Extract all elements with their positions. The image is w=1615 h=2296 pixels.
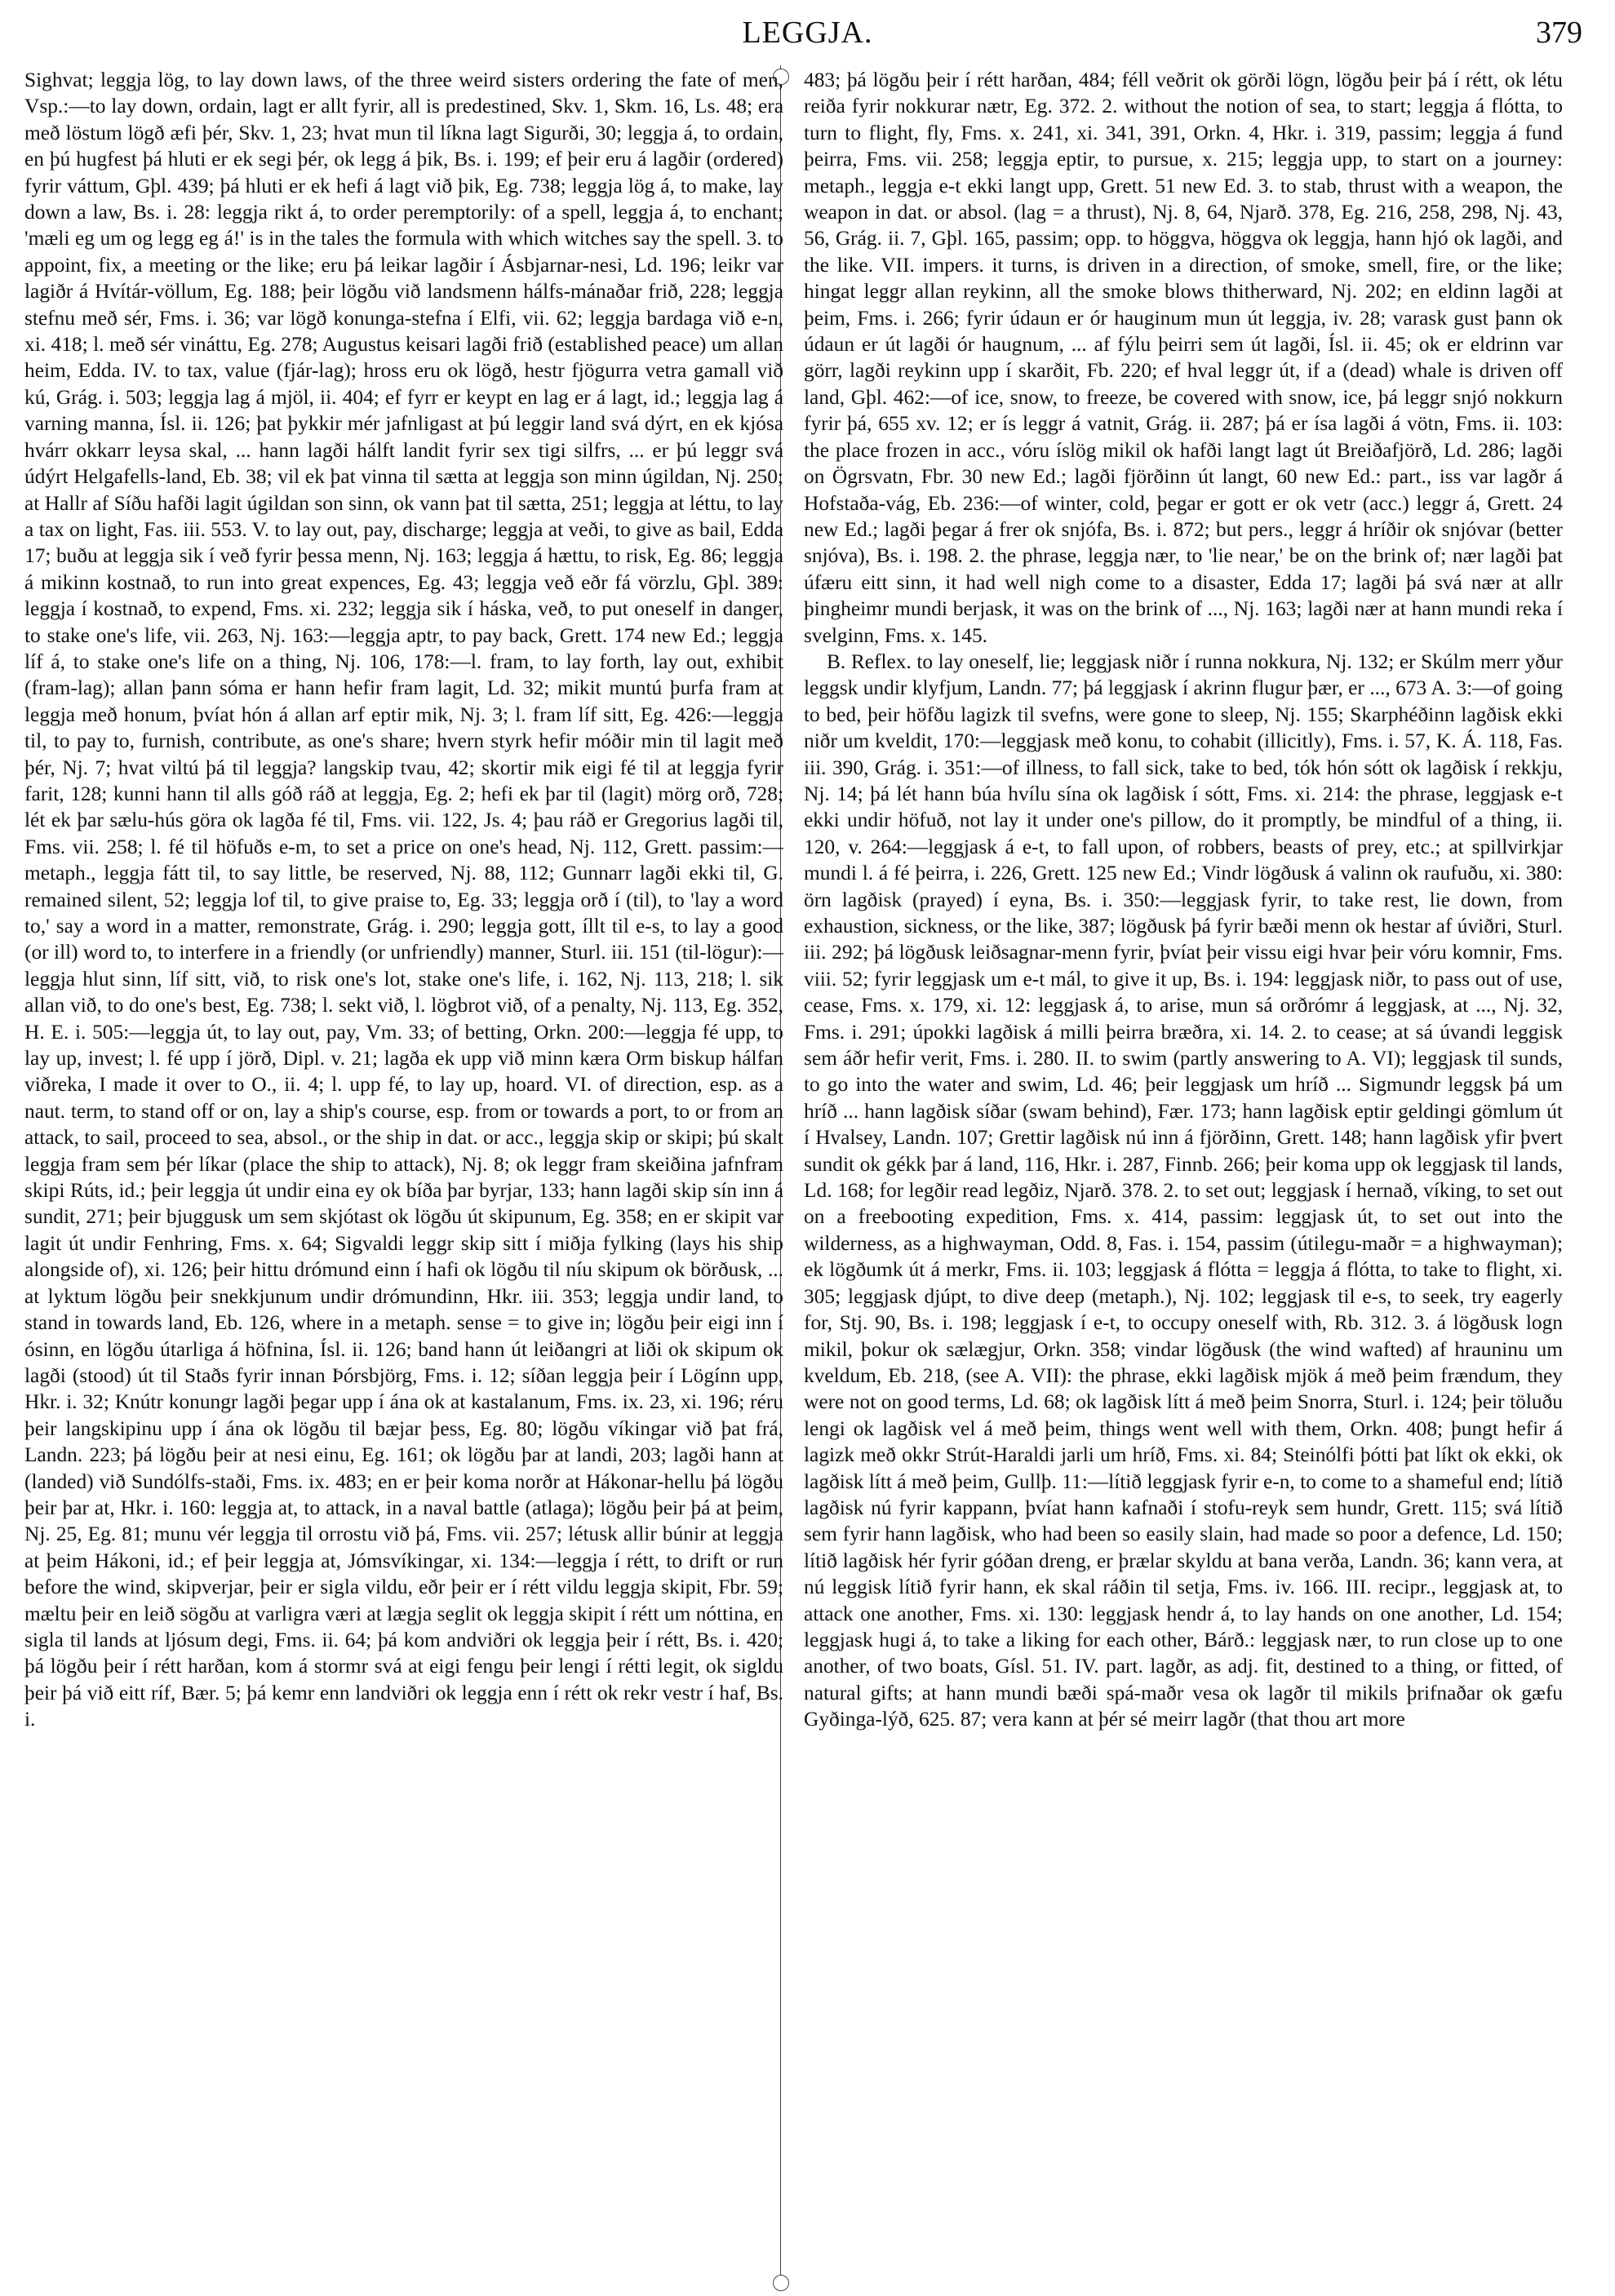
right-column-text-reflexive: B. Reflex. to lay oneself, lie; leggjask niðr í runna nokkura, Nj. 132; er Skúlm merr yður leggsk undir klyfjum, Landn. 77; þá leggjask í akrinn flugur þær, er ..., 673 A. 3:—of going to bed, þeir höfðu lagizk til svefns, were gone to sleep, Nj. 155; Skarphéðinn lagðisk ekki niðr um kveldit, 170:—leggjask með konu, to cohabit (illicitly), Fms. i. 57, K. Á. 118, Fas. iii. 390, Grág. i. 351:—of illness, to fall sick, take to bed, tók hón sótt ok lagðisk í rekkju, Nj. 14; þá lét hann búa hvílu sína ok lagðisk í sótt, Fms. xi. 214: the phrase, leggjask e-t ekki undir höfuð, not lay it under one's pillow, do it promptly, be mindful of a thing, ii. 120, v. 264:—leggjask á e-t, to fall upon, of robbers, beasts of prey, etc.; at spillvirkjar mundi l. á fé þeirra, i. 226, Grett. 125 new Ed.; Vindr lögðusk á valinn ok raufuðu, xi. 380: örn lagðisk (prayed) í eyna, Bs. i. 350:—leggjask fyrir, to take rest, lie down, from exhaustion, sickness, or the like, 387; lögðusk þá fyrir bæði menn ok hestar af úviðri, Sturl. iii. 292; þá lögðusk leiðsagnar-menn fyrir, þvíat þeir vissu eigi hvar þeir vóru komnir, Fms. viii. 52; fyrir leggjask um e-t mál, to give it up, Bs. i. 194: leggjask niðr, to pass out of use, cease, Fms. x. 179, xi. 12: leggjask á, to arise, mun sá orðrómr á leggjask, at ..., Nj. 32, Fms. i. 291; úpokki lagðisk á milli þeirra bræðra, xi. 14. 2. to cease; at sá úvandi leggisk sem áðr hefir verit, Fms. i. 280. II. to swim (partly answering to A. VI); leggjask til sunds, to go into the water and swim, Ld. 46; þeir leggjask um hríð ... Sigmundr leggsk þá um hríð ... hann lagðisk síðar (swam behind), Fær. 173; hann lagðisk eptir geldingi gömlum út í Hvalsey, Landn. 107; Grettir lagðisk nú inn á fjörðinn, Grett. 148; hann lagðisk yfir þvert sundit ok gékk þar á land, 116, Hkr. i. 287, Finnb. 266; þeir koma upp ok leggjask til lands, Ld. 168; for legðir read legðiz, Njarð. 378. 2. to set out; leggjask í hernað, víking, to set out on a freebooting expedition, Fms. x. 414, passim: leggjask út, to set out into the wilderness, as a highwayman, Odd. 8, Fas. i. 154, passim (útilegu-maðr = a highwayman); ek lögðumk út á merkr, Fms. ii. 103; leggjask á flótta = leggja á flótta, to take to flight, xi. 305; leggjask djúpt, to dive deep (metaph.), Nj. 102; leggjask til e-s, to seek, try eagerly for, Stj. 90, Bs. i. 198; leggjask í e-t, to occupy oneself with, Rb. 312. 3. á lögðusk logn mikil, þokur ok sælægjur, Orkn. 358; vindar lögðusk (the wind wafted) af hrauninu um kveldum, Eb. 218, (see A. VII): the phrase, ekki lagðisk mjök á með þeim frændum, they were not on good terms, Ld. 68; ok lagðisk lítt á með þeim Snorra, Sturl. i. 124; þeir töluðu lengi ok lagðisk vel á með þeim, things went well with them, Orkn. 408; þungt hefir á lagizk með okkr Strút-Haraldi jarli um hríð, Fms. xi. 84; Steinólfi þótti þat líkt ok ekki, ok lagðisk lítt á með þeim, Gullþ. 11:—lítið leggjask fyrir e-n, to come to a shameful end; lítið lagðisk nú fyrir kappann, þvíat hann kafnaði í stofu-reyk sem hundr, Grett. 115; svá lítið sem fyrir hann lagðisk, who had been so easily slain, had made so poor a defence, Ld. 150; lítið lagðisk hér fyrir góðan dreng, er þrælar skyldu at bana verða, Landn. 36; kann vera, at nú leggisk lítið fyrir hann, ek skal ráðin til setja, Fms. iv. 166. III. recipr., leggjask at, to attack one another, Fms. xi. 130: leggjask hendr á, to lay hands on one another, Ld. 154; leggjask hugi á, to take a liking for each other, Bárð.: leggjask nær, to run close up to one another, of two boats, Gísl. 51. IV. part. lagðr, as adj. fit, destined to a thing, or fitted, of natural gifts; at hann mundi bæði spá-maðr vesa ok lagðr til mikils þrifnaðar ok gæfu Gyðinga-lýð, 625. 87; vera kann at þér sé meirr lagðr (that thou art more (804, 649, 1563, 1731)
left-column-text: Sighvat; leggja lög, to lay down laws, of the three weird sisters ordering the fate of men, Vsp.:—to lay down, ordain, lagt er allt fyrir, all is predestined, Skv. 1, Skm. 16, Ls. 48; era með löstum lögð æfi þér, Skv. 1, 23; hvat mun til líkna lagt Sigurði, 30; leggja á, to ordain, en þú hugfest þá hluti er ek segi þér, ok legg á þik, Bs. i. 199; ef þeir eru á lagðir (ordered) fyrir váttum, Gþl. 439; þá hluti er ek hefi á lagt við þik, Eg. 738; leggja lög á, to make, lay down a law, Bs. i. 28: leggja rikt á, to order peremptorily: of a spell, leggja á, to enchant; 'mæli eg um og legg eg á!' is in the tales the formula with which witches say the spell. 3. to appoint, fix, a meeting or the like; eru þá leikar lagðir í Ásbjarnar-nesi, Ld. 196; leikr var lagiðr á Hvítár-völlum, Eg. 188; þeir lögðu við landsmenn hálfs-mánaðar frið, 228; leggja stefnu með sér, Fms. i. 36; var lögð konunga-stefna í Elfi, vii. 62; leggja bardaga við e-n, xi. 418; l. með sér vináttu, Eg. 278; Augustus keisari lagði frið (established peace) um allan heim, Edda. IV. to tax, value (fjár-lag); hross eru ok lögð, hestr fjögurra vetra gamall við kú, Grág. i. 503; leggja lag á mjöl, ii. 404; ef fyrr er keypt en lag er á lagt, id.; leggja lag á varning manna, Ísl. ii. 126; þat þykkir mér jafnligast at þú leggir land svá dýrt, en ek kjósa hvárr okkarr leysa skal, ... hann lagði hálft landit fyrir sex tigi silfrs, ... er þú leggr svá údýrt Helgafells-land, Eb. 38; vil ek þat vinna til sætta at leggja son minn úgildan, Nj. 250; at Hallr af Síðu hafði lagit úgildan son sinn, ok vann þat til sætta, 251; leggja at léttu, to lay a tax on light, Fas. iii. 553. V. to lay out, pay, discharge; leggja at veði, to give as bail, Edda 17; buðu at leggja sik í veð fyrir þessa menn, Nj. 163; leggja á hættu, to risk, Eg. 86; leggja á mikinn kostnað, to run into great expences, Eg. 43; leggja veð eðr fá vörzlu, Gþl. 389: leggja í kostnað, to expend, Fms. xi. 232; leggja sik í háska, veð, to put oneself in danger, to stake one's life, vii. 263, Nj. 163:—leggja aptr, to pay back, Grett. 174 new Ed.; leggja líf á, to stake one's life on a thing, Nj. 106, 178:—l. fram, to lay forth, lay out, exhibit (fram-lag); allan þann sóma er hann hefir fram lagit, Ld. 32; mikit muntú þurfa fram at leggja með honum, þvíat hón á allan arf eptir mik, Nj. 3; l. fram líf sitt, Eg. 426:—leggja til, to pay to, furnish, contribute, as one's share; hvern styrk hefir móðir min til lagit með þér, Nj. 7; hvat viltú þá til leggja? langskip tvau, 42; skortir mik eigi fé til at leggja fyrir farit, 128; kunni hann til alls góð ráð at leggja, Eg. 2; hefi ek þar til (lagit) mörg orð, 728; lét ek þar sælu-hús göra ok lagða fé til, Fms. vii. 122, Js. 4; þau ráð er Gregorius lagði til, Fms. vii. 258; l. fé til höfuðs e-m, to set a price on one's head, Nj. 112, Grett. passim:—metaph., leggja fátt til, to say little, be reserved, Nj. 88, 112; Gunnarr lagði ekki til, G. remained silent, 52; leggja lof til, to give praise to, Eg. 33; leggja orð í (til), to 'lay a word to,' say a word in a matter, remonstrate, Grág. i. 290; leggja gott, íllt til e-s, to lay a good (or ill) word to, to interfere in a friendly (or unfriendly) manner, Sturl. iii. 151 (til-lögur):—leggja hlut sinn, líf sitt, við, to risk one's lot, stake one's life, i. 162, Nj. 113, 218; l. sik allan við, to do one's best, Eg. 738; l. sekt við, l. lögbrot við, of a penalty, Nj. 113, Eg. 352, H. E. i. 505:—leggja út, to lay out, pay, Vm. 33; of betting, Orkn. 200:—leggja fé upp, to lay up, invest; l. fé upp í jörð, Dipl. v. 21; lagða ek upp við minn kæra Orm biskup hálfan viðreka, I made it over to O., ii. 4; l. upp fé, to lay up, hoard. VI. of direction, esp. as a naut. term, to stand off or on, lay a ship's course, esp. from or towards a port, to or from an attack, to sail, proceed to sea, absol., or the ship in dat. or acc., leggja skip or skipi; þú skalt leggja fram sem þér líkar (place the ship to attack), Nj. 8; ok leggr fram skeiðina jafnfram skipi Rúts, id.; þeir leggja út undir eina ey ok bíða þar byrjar, 133; hann lagði skip sín inn á sundit, 271; þeir bjuggusk um sem skjótast ok lögðu út skipunum, Eg. 358; en er skipit var lagit út undir Fenhring, Fms. x. 64; Sigvaldi leggr skip sitt í miðja fylking (lays his ship alongside of), xi. 126; þeir hittu drómund einn í hafi ok lögðu til níu skipum ok börðusk, ... at lyktum lögðu þeir snekkjunum undir drómundinn, Hkr. iii. 353; leggja undir land, to stand in towards land, Eb. 126, where in a metaph. sense = to give in; lögðu þeir eigi inn í ósinn, en lögðu útarliga á höfnina, Ísl. ii. 126; band hann út leiðangri at liði ok skipum ok lagði (stood) út til Staðs fyrir innan Þórsbjörg, Fms. i. 12; síðan leggja þeir í Lögínn upp, Hkr. i. 32; Knútr konungr lagði þegar upp í ána ok at kastalanum, Fms. ix. 23, xi. 196; réru þeir langskipinu upp í ána ok lögðu til bæjar þess, Eg. 80; lögðu víkingar við þat frá, Landn. 223; þá lögðu þeir at nesi einu, Eg. 161; ok lögðu þar at landi, 203; lagði hann at (landed) við Sundólfs-staði, Fms. ix. 483; en er þeir koma norðr at Hákonar-hellu þá lögðu þeir þar at, Hkr. i. 160: leggja at, to attack, in a naval battle (atlaga); lögðu þeir þá at þeim, Nj. 25, Eg. 81; munu vér leggja til orrostu við þá, Fms. vii. 257; létusk allir búnir at leggja at þeim Hákoni, id.; ef þeir leggja at, Jómsvíkingar, xi. 134:—leggja í rétt, to drift or run before the wind, skipverjar, þeir er sigla vildu, eðr þeir er í rétt vildu leggja skipit, Fbr. 59; mæltu þeir en leið sögðu at varligra væri at lægja seglit ok leggja skipit í rétt um nóttina, en sigla til lands at ljósum degi, Fms. ii. 64; þá kom andviðri ok leggja þeir í rétt, Bs. i. 420; þá lögðu þeir í rétt harðan, kom á stormr svá at eigi fengu þeir lengi í rétti legit, ok sigldu þeir þá við eitt ríf, Bær. 5; þá kemr enn landviðri ok leggja enn í rétt ok rekr vestr í haf, Bs. i. (24, 69, 783, 1731)
right-column-text-continuation: 483; þá lögðu þeir í rétt harðan, 484; féll veðrit ok görði lögn, lögðu þeir þá í rétt, ok létu reiða fyrir nokkurar nætr, Eg. 372. 2. without the notion of sea, to start; leggja á flótta, to turn to flight, fly, Fms. x. 241, xi. 341, 391, Orkn. 4, Hkr. i. 319, passim; leggja á fund þeirra, Fms. vii. 258; leggja eptir, to pursue, x. 215; leggja upp, to start on a journey: metaph., leggja e-t ekki langt upp, Grett. 51 new Ed. 3. to stab, thrust with a weapon, the weapon in dat. or absol. (lag = a thrust), Nj. 8, 64, Njarð. 378, Eg. 216, 258, 298, Nj. 43, 56, Grág. ii. 7, Gþl. 165, passim; opp. to höggva, höggva ok leggja, hann hjó ok lagði, and the like. VII. impers. it turns, is driven in a direction, of smoke, smell, fire, or the like; hingat leggr allan reykinn, all the smoke blows thitherward, Nj. 202; en eldinn lagði at þeim, Fms. i. 266; fyrir údaun er ór hauginum mun út leggja, iv. 28; varask gust þann ok údaun er út lagði ór haugnum, ... af fýlu þeirri sem út lagði, Ísl. ii. 45; ok er eldrinn var görr, lagði reykinn upp í skarðit, Fb. 220; ef hval leggr út, if a (dead) whale is driven off land, Gþl. 462:—of ice, snow, to freeze, be covered with snow, ice, þá leggr snjó nokkurn fyrir þá, 655 xv. 12; er ís leggr á vatnit, Grág. ii. 287; þá er ísa lagði á vötn, Fms. ii. 103: the place frozen in acc., vóru íslög mikil ok hafði langt lagt út Breiðafjörð, Ld. 286; lagði on Ögrsvatn, Fbr. 30 new Ed.; lagði fjörðinn út langt, 60 new Ed.: part., iss var lagðr á Hofstaða-vág, Eb. 236:—of winter, cold, þegar er gott er ok vetr (acc.) leggr á, Grett. 24 new Ed.; lagði þegar á frer ok snjófa, Bs. i. 872; but pers., leggr á hríðir ok snjóvar (better snjóva), Bs. i. 198. 2. the phrase, leggja nær, to 'lie near,' be on the brink of; nær lagði þat úfæru eitt sinn, it had well nigh come to a disaster, Edda 17; lagði þá svá nær at allr þingheimr mundi berjask, it was on the brink of ..., Nj. 163; lagði nær at hann mundi reka í svelginn, Fms. x. 145. (804, 69, 1563, 647)
running-head (0, 15, 1615, 55)
page-number: 379 (1536, 16, 1582, 50)
right-column (804, 67, 1563, 2286)
left-column (24, 67, 783, 2286)
page-headword: LEGGJA. (742, 16, 873, 50)
